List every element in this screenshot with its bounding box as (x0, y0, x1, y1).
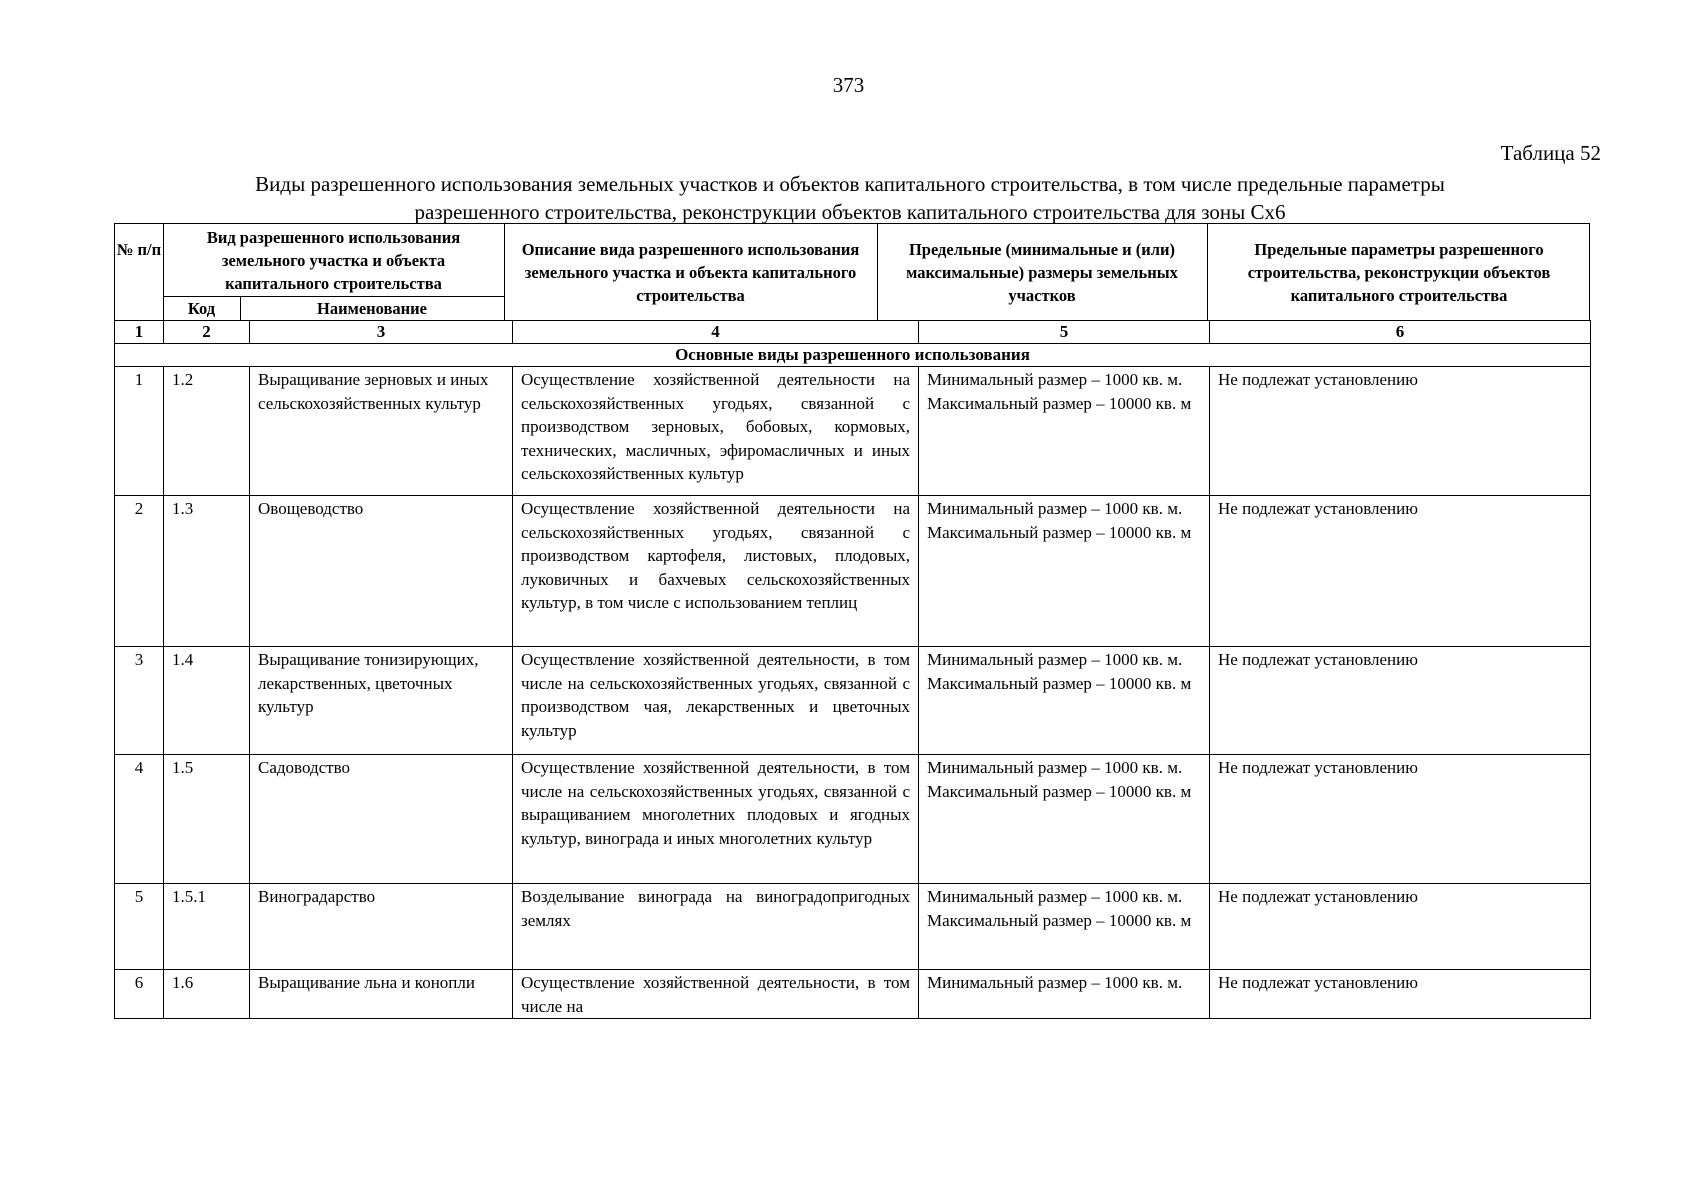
table-body (115, 367, 1591, 1019)
data-table (114, 320, 1591, 1019)
row-size: Минимальный размер – 1000 кв. м. Максимальный размер – 10000 кв. м (919, 884, 1210, 970)
row-description: Возделывание винограда на виноградопригодных землях (513, 884, 919, 970)
table-row (115, 367, 1591, 496)
row-number: 5 (115, 884, 164, 970)
row-code: 1.6 (164, 970, 250, 1019)
row-number: 6 (115, 970, 164, 1019)
row-number: 3 (115, 647, 164, 755)
row-number: 2 (115, 496, 164, 647)
table-row (115, 884, 1591, 970)
row-code: 1.2 (164, 367, 250, 496)
row-code: 1.3 (164, 496, 250, 647)
title-line-2: разрешенного строительства, реконструкции объектов капитального строительства для зоны Сх6 (414, 200, 1286, 224)
table-title (140, 170, 1560, 226)
table-header (114, 223, 1590, 321)
row-params: Не подлежат установлению (1210, 970, 1591, 1019)
row-params: Не подлежат установлению (1210, 884, 1591, 970)
row-name: Овощеводство (250, 496, 513, 647)
row-code: 1.5.1 (164, 884, 250, 970)
column-number: 2 (164, 321, 250, 344)
page-number: 373 (832, 73, 865, 97)
row-description: Осуществление хозяйственной деятельности на сельскохозяйственных угодьях, связанной с производством зерновых, бобовых, кормовых, технических, масличных, эфиромасличных и иных сельскохозяйственных культур (513, 367, 919, 496)
row-size: Минимальный размер – 1000 кв. м. Максимальный размер – 10000 кв. м (919, 647, 1210, 755)
row-size: Минимальный размер – 1000 кв. м. Максимальный размер – 10000 кв. м (919, 496, 1210, 647)
row-name: Выращивание зерновых и иных сельскохозяйственных культур (250, 367, 513, 496)
row-params: Не подлежат установлению (1210, 496, 1591, 647)
table-row (115, 496, 1591, 647)
row-params: Не подлежат установлению (1210, 647, 1591, 755)
row-description: Осуществление хозяйственной деятельности, в том числе на сельскохозяйственных угодьях, связанной с выращиванием многолетних плодовых и ягодных культур, винограда и иных многолетних культур (513, 755, 919, 884)
header-kind: Вид разрешенного использования земельного участка и объекта капитального строительства (206, 227, 461, 293)
row-params: Не подлежат установлению (1210, 367, 1591, 496)
column-number: 4 (513, 321, 919, 344)
section-title: Основные виды разрешенного использования (115, 344, 1591, 367)
table-row (115, 755, 1591, 884)
section-row (115, 344, 1591, 367)
header-size: Предельные (минимальные и (или) максимальные) размеры земельных участков (906, 239, 1178, 305)
row-description: Осуществление хозяйственной деятельности на сельскохозяйственных угодьях, связанной с производством картофеля, листовых, плодовых, луковичных и бахчевых сельскохозяйственных культур, в том числе с использованием теплиц (513, 496, 919, 647)
column-number: 3 (250, 321, 513, 344)
row-size: Минимальный размер – 1000 кв. м. Максимальный размер – 10000 кв. м (919, 367, 1210, 496)
header-params: Предельные параметры разрешенного строительства, реконструкции объектов капитального строительства (1247, 239, 1551, 305)
row-name: Выращивание тонизирующих, лекарственных, цветочных культур (250, 647, 513, 755)
table-row (115, 647, 1591, 755)
header-num: № п/п (116, 239, 162, 259)
row-code: 1.4 (164, 647, 250, 755)
row-description: Осуществление хозяйственной деятельности, в том числе на сельскохозяйственных угодьях, связанной с производством чая, лекарственных и цветочных культур (513, 647, 919, 755)
row-size: Минимальный размер – 1000 кв. м. Максимальный размер – 10000 кв. м (919, 755, 1210, 884)
column-number-row (115, 321, 1591, 344)
row-description: Осуществление хозяйственной деятельности, в том числе на (513, 970, 919, 1019)
header-name: Наименование (317, 298, 427, 318)
title-line-1: Виды разрешенного использования земельных участков и объектов капитального строительства, в том числе предельные параметры (255, 172, 1445, 196)
column-number: 1 (115, 321, 164, 344)
row-number: 4 (115, 755, 164, 884)
row-name: Выращивание льна и конопли (250, 970, 513, 1019)
row-size: Минимальный размер – 1000 кв. м. (919, 970, 1210, 1019)
column-number: 5 (919, 321, 1210, 344)
row-name: Виноградарство (250, 884, 513, 970)
header-code: Код (187, 298, 216, 318)
row-name: Садоводство (250, 755, 513, 884)
header-desc: Описание вида разрешенного использования земельного участка и объекта капитального строительства (521, 239, 860, 305)
table-row (115, 970, 1591, 1019)
row-params: Не подлежат установлению (1210, 755, 1591, 884)
row-number: 1 (115, 367, 164, 496)
table-label: Таблица 52 (1500, 141, 1601, 165)
column-number: 6 (1210, 321, 1591, 344)
row-code: 1.5 (164, 755, 250, 884)
